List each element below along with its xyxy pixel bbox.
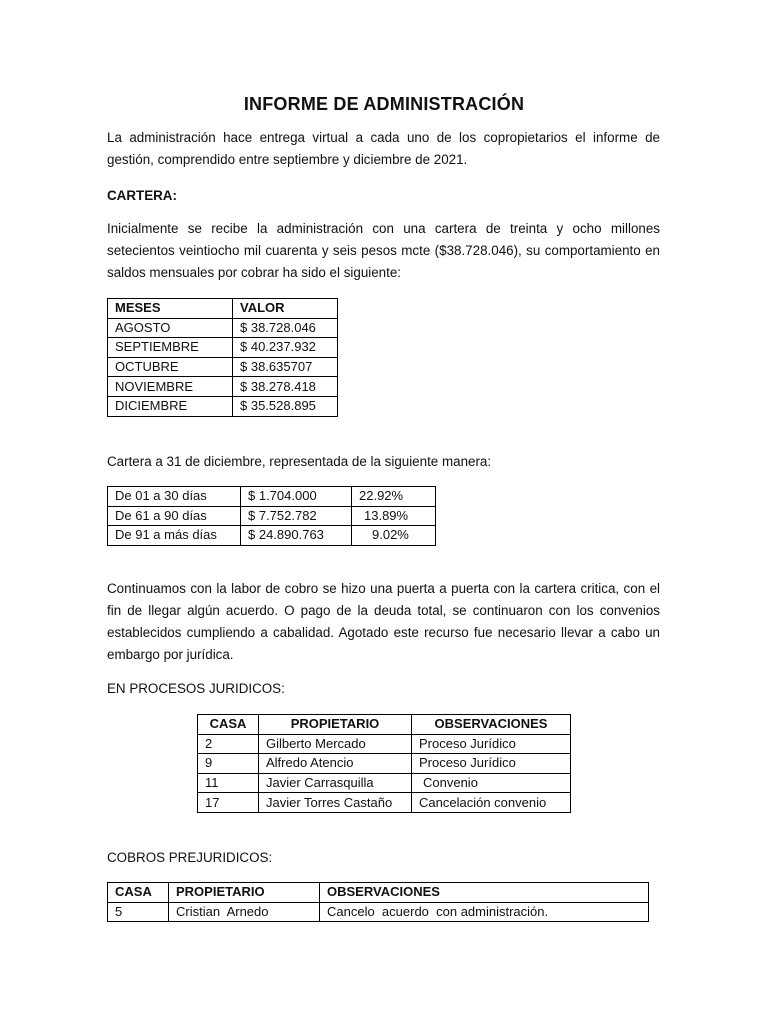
header-valor: VALOR	[233, 299, 338, 319]
table-row	[108, 487, 436, 507]
header-meses: MESES	[108, 299, 233, 319]
table-row	[108, 338, 338, 358]
month-cell: DICIEMBRE	[108, 396, 233, 416]
aging-table	[107, 486, 436, 546]
table-row	[198, 754, 571, 774]
range-cell: De 61 a 90 días	[108, 506, 241, 526]
table-row	[108, 357, 338, 377]
house-cell: 2	[198, 734, 259, 754]
observation-cell: Proceso Jurídico	[412, 754, 571, 774]
legal-processes-table	[197, 714, 571, 813]
monthly-balance-table	[107, 298, 338, 417]
table-header-row	[198, 715, 571, 735]
observation-cell: Convenio	[412, 773, 571, 793]
month-cell: SEPTIEMBRE	[108, 338, 233, 358]
observation-cell: Proceso Jurídico	[412, 734, 571, 754]
table-row	[108, 526, 436, 546]
percent-cell: 13.89%	[352, 506, 436, 526]
table-row	[108, 506, 436, 526]
owner-cell: Alfredo Atencio	[259, 754, 412, 774]
pre-legal-collections-table	[107, 882, 649, 922]
value-cell: $ 38.635707	[233, 357, 338, 377]
table-header-row	[108, 883, 649, 903]
house-cell: 11	[198, 773, 259, 793]
percent-cell: 22.92%	[352, 487, 436, 507]
table-row	[198, 734, 571, 754]
percent-cell: 9.02%	[352, 526, 436, 546]
observation-cell: Cancelo acuerdo con administración.	[320, 902, 649, 922]
header-casa: CASA	[198, 715, 259, 735]
value-cell: $ 38.728.046	[233, 318, 338, 338]
table-row	[108, 377, 338, 397]
table-row	[198, 773, 571, 793]
cartera-heading: CARTERA:	[107, 188, 177, 203]
prejuridicos-heading: COBROS PREJURIDICOS:	[107, 850, 273, 865]
amount-cell: $ 7.752.782	[241, 506, 352, 526]
owner-cell: Gilberto Mercado	[259, 734, 412, 754]
header-casa: CASA	[108, 883, 169, 903]
owner-cell: Javier Torres Castaño	[259, 793, 412, 813]
table-row	[108, 902, 649, 922]
owner-cell: Javier Carrasquilla	[259, 773, 412, 793]
cartera-31-paragraph: Cartera a 31 de diciembre, representada de la siguiente manera:	[107, 454, 492, 469]
house-cell: 9	[198, 754, 259, 774]
month-cell: AGOSTO	[108, 318, 233, 338]
header-observaciones: OBSERVACIONES	[320, 883, 649, 903]
house-cell: 17	[198, 793, 259, 813]
cartera-paragraph: Inicialmente se recibe la administración con una cartera de treinta y ocho millones setecientos veintiocho mil cuarenta y seis pesos mcte ($38.728.046), su comportamiento en saldos mensuales por cobrar ha sido el siguiente:	[107, 221, 660, 280]
range-cell: De 01 a 30 días	[108, 487, 241, 507]
table-row	[198, 793, 571, 813]
owner-cell: Cristian Arnedo	[169, 902, 320, 922]
table-row	[108, 318, 338, 338]
house-cell: 5	[108, 902, 169, 922]
month-cell: OCTUBRE	[108, 357, 233, 377]
range-cell: De 91 a más días	[108, 526, 241, 546]
header-propietario: PROPIETARIO	[259, 715, 412, 735]
document-title: INFORME DE ADMINISTRACIÓN	[243, 94, 525, 114]
table-header-row	[108, 299, 338, 319]
cobro-paragraph: Continuamos con la labor de cobro se hizo una puerta a puerta con la cartera critica, con el fin de llegar algún acuerdo. O pago de la deuda total, se continuaron con los convenios establecidos cumpliendo a cabalidad. Agotado este recurso fue necesario llevar a cabo un embargo por jurídica.	[107, 581, 660, 662]
value-cell: $ 40.237.932	[233, 338, 338, 358]
header-observaciones: OBSERVACIONES	[412, 715, 571, 735]
header-propietario: PROPIETARIO	[169, 883, 320, 903]
table-row	[108, 396, 338, 416]
month-cell: NOVIEMBRE	[108, 377, 233, 397]
amount-cell: $ 24.890.763	[241, 526, 352, 546]
juridicos-heading: EN PROCESOS JURIDICOS:	[107, 681, 285, 696]
amount-cell: $ 1.704.000	[241, 487, 352, 507]
value-cell: $ 38.278.418	[233, 377, 338, 397]
intro-paragraph: La administración hace entrega virtual a cada uno de los copropietarios el informe de gestión, comprendido entre septiembre y diciembre de 2021.	[107, 130, 660, 167]
observation-cell: Cancelación convenio	[412, 793, 571, 813]
value-cell: $ 35.528.895	[233, 396, 338, 416]
